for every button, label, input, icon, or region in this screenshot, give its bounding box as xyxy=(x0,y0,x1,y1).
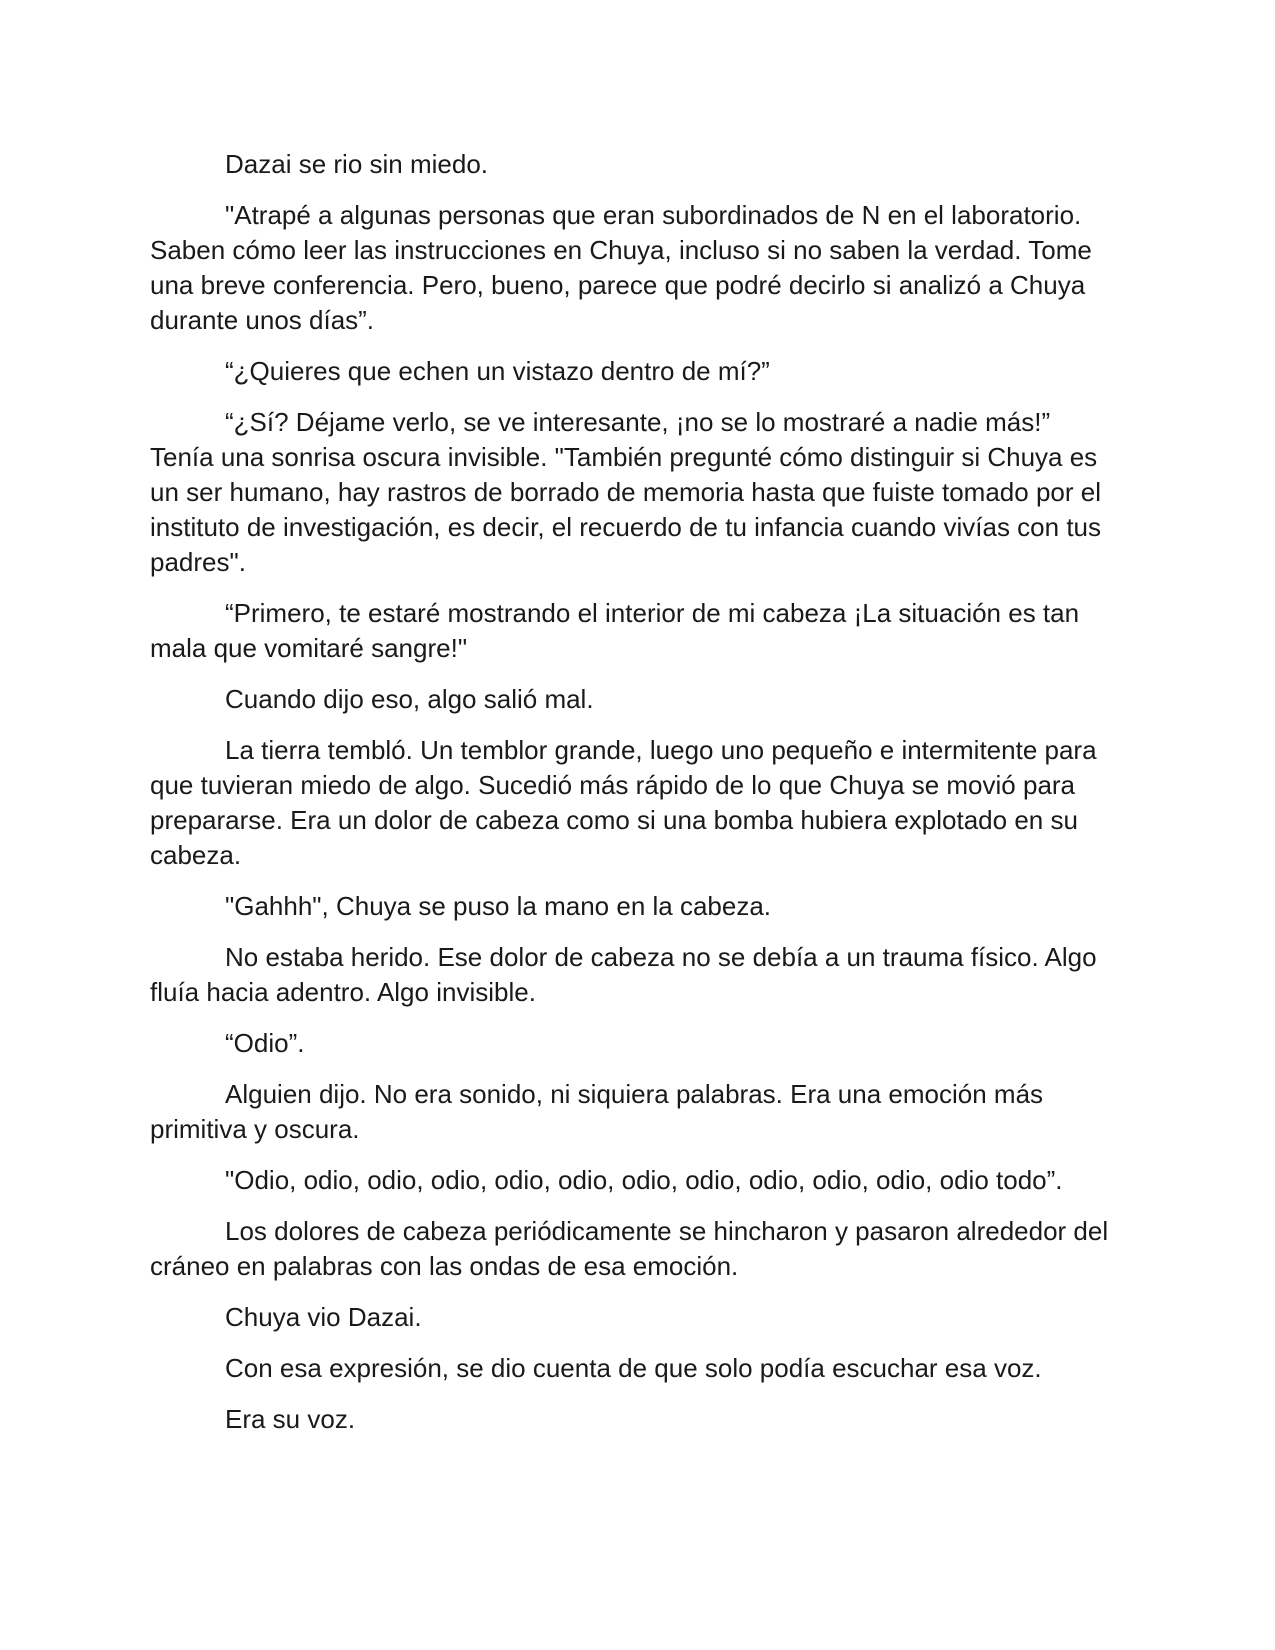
paragraph: Con esa expresión, se dio cuenta de que solo podía escuchar esa voz. xyxy=(225,1353,1042,1383)
paragraph: "Atrapé a algunas personas que eran subordinados de N en el laboratorio. Saben cómo leer las instrucciones en Chuya, incluso si no saben la verdad. Tome una breve conferencia. Pero, bueno, parece que podré decirlo si analizó a Chuya durante unos días”. xyxy=(150,200,1092,335)
paragraph: Era su voz. xyxy=(225,1404,356,1434)
paragraph: Chuya vio Dazai. xyxy=(225,1302,422,1332)
paragraph: "Odio, odio, odio, odio, odio, odio, odio, odio, odio, odio, odio, odio todo”. xyxy=(225,1165,1063,1195)
paragraph: La tierra tembló. Un temblor grande, luego uno pequeño e intermitente para que tuvieran miedo de algo. Sucedió más rápido de lo que Chuya se movió para prepararse. Era un dolor de cabeza como si una bomba hubiera explotado en su cabeza. xyxy=(150,735,1097,870)
paragraph: Los dolores de cabeza periódicamente se hincharon y pasaron alrededor del cráneo en palabras con las ondas de esa emoción. xyxy=(150,1216,1109,1281)
paragraph: “¿Sí? Déjame verlo, se ve interesante, ¡no se lo mostraré a nadie más!” Tenía una sonrisa oscura invisible. "También pregunté cómo distinguir si Chuya es un ser humano, hay rastros de borrado de memoria hasta que fuiste tomado por el instituto de investigación, es decir, el recuerdo de tu infancia cuando vivías con tus padres". xyxy=(150,407,1102,577)
paragraph: Alguien dijo. No era sonido, ni siquiera palabras. Era una emoción más primitiva y oscura. xyxy=(150,1079,1044,1144)
paragraph: “Primero, te estaré mostrando el interior de mi cabeza ¡La situación es tan mala que vomitaré sangre!" xyxy=(150,598,1080,663)
paragraph: Cuando dijo eso, algo salió mal. xyxy=(225,684,594,714)
paragraph: No estaba herido. Ese dolor de cabeza no se debía a un trauma físico. Algo fluía hacia adentro. Algo invisible. xyxy=(150,942,1097,1007)
body-text xyxy=(150,147,1120,1453)
paragraph: “¿Quieres que echen un vistazo dentro de mí?” xyxy=(225,356,770,386)
paragraph: Dazai se rio sin miedo. xyxy=(225,149,488,179)
paragraph: "Gahhh", Chuya se puso la mano en la cabeza. xyxy=(225,891,772,921)
paragraph: “Odio”. xyxy=(225,1028,305,1058)
